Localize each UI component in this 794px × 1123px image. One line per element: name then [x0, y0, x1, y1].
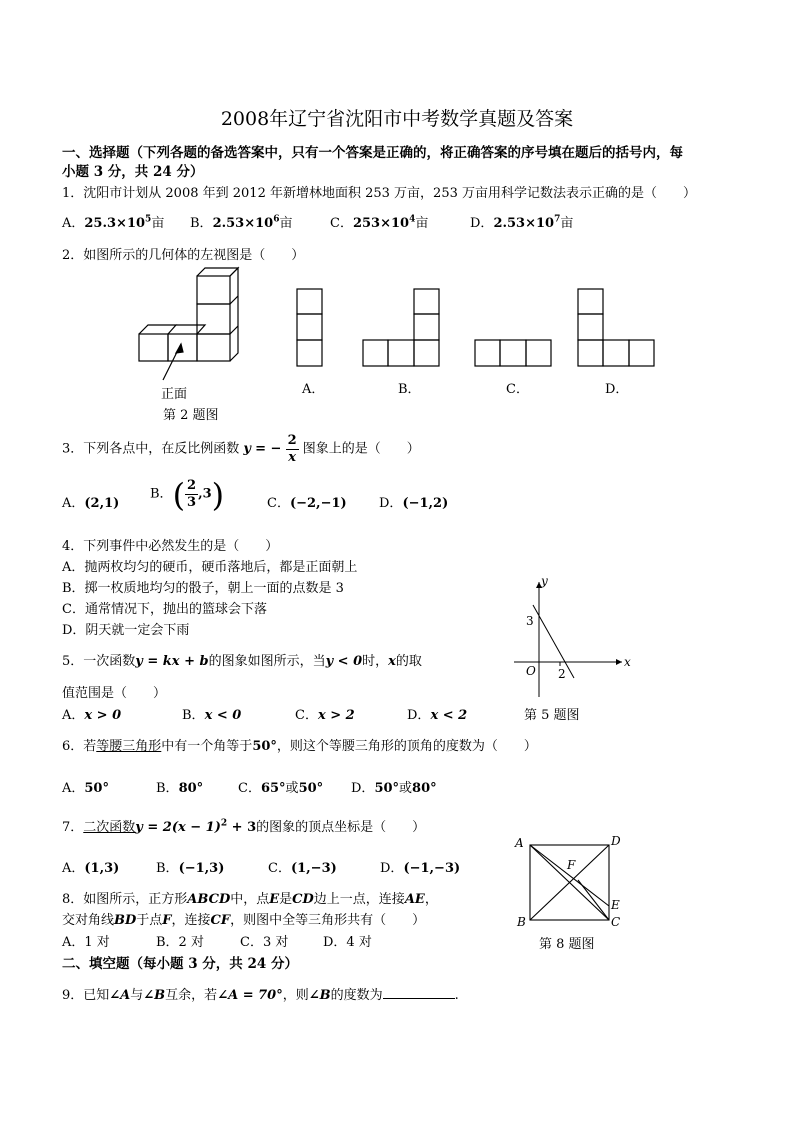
right-paren-icon: )	[211, 475, 225, 514]
angle-value: 50°	[252, 739, 277, 754]
question-3-option-a	[62, 492, 119, 511]
stem-text: 互余，若	[165, 988, 218, 1003]
stem-text: ，则图中全等三角形共有（ ）	[230, 913, 426, 928]
question-2-option-d-label: D．	[605, 382, 629, 397]
square-name: ABCD	[187, 892, 231, 907]
segment-cf: CF	[210, 913, 231, 928]
question-5-stem-pre: 5．一次函数	[62, 654, 136, 669]
option-a-figure	[297, 289, 322, 366]
graph-origin-label: O	[526, 664, 536, 678]
square-vertex-b-label: B	[517, 915, 526, 929]
option-fraction	[185, 478, 198, 511]
question-7-stem-post: 的图象的顶点坐标是（ ）	[256, 820, 426, 835]
question-3-stem-post: 图象上的是（ ）	[302, 441, 420, 457]
option-unit: 亩	[279, 216, 293, 231]
stem-text: 于点	[136, 913, 163, 928]
question-6-stem-post: ，则这个等腰三角形的顶角的度数为（ ）	[276, 739, 537, 754]
option-value: (−1,3)	[178, 861, 225, 876]
option-value: (−2,−1)	[289, 496, 347, 511]
option-label: B．	[156, 861, 179, 876]
angle-a: ∠A	[109, 988, 131, 1003]
option-value: x < 2	[430, 708, 468, 723]
square-vertex-c-label: C	[611, 915, 621, 929]
question-3-option-c	[267, 492, 347, 511]
option-tail: ,3	[198, 486, 212, 502]
function-lhs: y	[243, 441, 251, 457]
graph-y-intercept-label: 3	[526, 614, 534, 628]
square-vertex-a-label: A	[515, 836, 524, 850]
option-value: 50°	[84, 781, 109, 796]
stem-text: ，	[424, 892, 438, 907]
option-label: B．	[190, 216, 213, 231]
question-7-stem-pre: 7．	[62, 820, 84, 835]
variable: x	[388, 654, 396, 669]
option-label: B．	[182, 708, 205, 723]
question-8-figure-caption: 第 8 题图	[539, 937, 595, 952]
question-5-stem-post: 的取	[395, 654, 422, 669]
option-label: A．	[62, 861, 85, 876]
option-value-2: 80°	[412, 781, 437, 796]
graph-x-intercept-label: 2	[558, 667, 566, 681]
question-8-figure	[530, 845, 609, 920]
option-label: A．	[62, 496, 85, 511]
question-7-stem	[62, 816, 425, 835]
segment-ae: AE	[404, 892, 425, 907]
option-value: 80°	[178, 781, 204, 796]
option-exp: 7	[554, 214, 561, 225]
question-6-option-b	[156, 777, 203, 796]
function-expression: y = kx + b	[135, 654, 209, 669]
question-4-stem: 4．下列事件中必然发生的是（ ）	[62, 539, 279, 554]
option-label: A．	[62, 708, 85, 723]
question-7-option-c	[268, 857, 337, 876]
answer-blank[interactable]	[383, 986, 455, 999]
stem-text: 交对角线	[62, 913, 115, 928]
stem-text: ，则	[282, 988, 309, 1003]
stem-text: 边上一点，连接	[313, 892, 405, 907]
question-8-stem-line1	[62, 888, 438, 907]
question-2-stem: 2．如图所示的几何体的左视图是（ ）	[62, 248, 305, 263]
question-2-option-b-label: B．	[398, 382, 421, 397]
option-unit: 亩	[415, 216, 429, 231]
question-6-stem-pre: 6．若	[62, 739, 97, 754]
option-value-2: 50°	[298, 781, 324, 796]
option-unit: 亩	[560, 216, 574, 231]
segment-cd: CD	[292, 892, 314, 907]
fraction-denominator: x	[288, 450, 296, 465]
option-value: (1,3)	[84, 861, 120, 876]
function-part-a: y = 2(x − 1)	[135, 820, 221, 835]
option-label: C．	[295, 708, 318, 723]
graph-y-axis-label: y	[541, 574, 548, 588]
option-value: 65°	[260, 781, 286, 796]
function-exponent: 2	[220, 818, 228, 829]
angle-b-repeat: ∠B	[308, 988, 331, 1003]
option-label: C．	[330, 216, 353, 231]
question-8-option-a: A．1 对	[62, 935, 110, 950]
question-2-figure-caption: 第 2 题图	[163, 408, 219, 423]
question-7-option-d	[380, 857, 460, 876]
stem-text: 9．已知	[62, 988, 110, 1003]
option-unit: 亩	[151, 216, 165, 231]
question-5-stem-mid2: 时，	[362, 654, 389, 669]
question-1-stem: 1．沈阳市计划从 2008 年到 2012 年新增林地面积 253 万亩，253 万亩用科学记数法表示正确的是（ ）	[62, 186, 696, 201]
option-label: D．	[470, 216, 494, 231]
question-3-stem	[62, 433, 420, 466]
stem-text: ，连接	[171, 913, 211, 928]
stem-text: 8．如图所示，正方形	[62, 892, 188, 907]
option-or: 或	[285, 781, 299, 796]
option-label: C．	[267, 496, 290, 511]
question-5-option-a	[62, 704, 121, 723]
question-5-graph	[514, 582, 622, 697]
fraction-numerator: 2	[187, 478, 197, 493]
function-eq: = −	[255, 441, 282, 457]
arrow-head-icon	[176, 344, 183, 353]
option-b-figure	[363, 289, 439, 366]
question-9-stem	[62, 984, 459, 1003]
question-3-stem-pre: 3．下列各点中，在反比例函数	[62, 441, 240, 457]
section-2-heading: 二、填空题（每小题 3 分，共 24 分）	[62, 956, 298, 972]
point-e: E	[269, 892, 280, 907]
option-label: D．	[380, 861, 404, 876]
option-coef: 253×10	[352, 216, 410, 231]
left-paren-icon: (	[172, 475, 186, 514]
question-6-stem-mid: 中有一个角等于	[161, 739, 253, 754]
condition-expression: ∠A = 70°	[217, 988, 283, 1003]
question-4-option-b: B．掷一枚质地均匀的骰子，朝上一面的点数是 3	[62, 581, 344, 596]
option-label: D．	[379, 496, 403, 511]
option-label: A．	[62, 216, 85, 231]
question-8-option-c: C．3 对	[240, 935, 289, 950]
fraction-numerator: 2	[287, 433, 297, 448]
stem-text: 中，点	[230, 892, 270, 907]
option-coef: 2.53×10	[493, 216, 555, 231]
question-7-option-b	[156, 857, 224, 876]
question-6-option-c	[238, 777, 323, 796]
question-5-stem	[62, 650, 422, 669]
segment-bd: BD	[114, 913, 137, 928]
option-value: x > 0	[84, 708, 122, 723]
option-label: A．	[62, 781, 85, 796]
isosceles-triangle-link[interactable]: 等腰三角形	[96, 739, 162, 754]
function-part-b: + 3	[227, 820, 257, 835]
question-5-stem-mid: 的图象如图所示，当	[208, 654, 326, 669]
option-label: C．	[238, 781, 261, 796]
stem-text: 与	[130, 988, 144, 1003]
question-4-option-d: D．阴天就一定会下雨	[62, 623, 190, 638]
stem-text: 是	[279, 892, 293, 907]
option-coef: 2.53×10	[212, 216, 274, 231]
option-value: (2,1)	[84, 496, 120, 511]
condition-expression: y < 0	[325, 654, 363, 669]
graph-x-axis-label: x	[624, 655, 631, 669]
question-5-figure-caption: 第 5 题图	[524, 708, 580, 723]
option-c-figure	[475, 340, 551, 366]
question-3-option-b	[150, 475, 225, 514]
option-value: (−1,−3)	[403, 861, 461, 876]
option-label: D．	[351, 781, 375, 796]
option-coef: 25.3×10	[84, 216, 146, 231]
question-3-option-d	[379, 492, 448, 511]
square-vertex-d-label: D	[611, 834, 621, 848]
point-e-label: E	[611, 898, 620, 912]
option-value: (1,−3)	[290, 861, 337, 876]
question-4-option-a: A．抛两枚均匀的硬币，硬币落地后，都是正面朝上	[62, 560, 358, 575]
option-value: x < 0	[204, 708, 242, 723]
option-label: B．	[150, 486, 173, 502]
question-7-option-a	[62, 857, 119, 876]
option-value: (−1,2)	[402, 496, 449, 511]
option-label: B．	[156, 781, 179, 796]
option-or: 或	[399, 781, 413, 796]
function-fraction	[286, 433, 299, 466]
option-label: C．	[268, 861, 291, 876]
option-exp: 4	[409, 214, 416, 225]
point-f-label: F	[567, 858, 576, 872]
solid-figure	[139, 268, 238, 380]
section-1-heading-line2: 小题 3 分，共 24 分）	[62, 164, 204, 180]
question-8-stem-line2	[62, 909, 425, 928]
x-axis-arrow-icon	[616, 659, 622, 665]
question-2-option-a-label: A．	[302, 382, 325, 397]
point-f: F	[162, 913, 172, 928]
question-8-option-d: D．4 对	[323, 935, 372, 950]
section-1-heading-line1: 一、选择题（下列各题的备选答案中，只有一个答案是正确的，将正确答案的序号填在题后的括号内，每	[62, 145, 683, 161]
fraction-denominator: 3	[187, 495, 197, 510]
option-exp: 5	[145, 214, 152, 225]
question-2-option-c-label: C．	[506, 382, 529, 397]
question-5-stem-line2: 值范围是（ ）	[62, 686, 167, 701]
question-5-option-b	[182, 704, 241, 723]
option-exp: 6	[273, 214, 280, 225]
option-d-figure	[578, 289, 654, 366]
question-6-option-a	[62, 777, 109, 796]
question-4-option-c: C．通常情况下，抛出的篮球会下落	[62, 602, 267, 617]
quadratic-function-link[interactable]: 二次函数	[83, 820, 136, 835]
option-value: 50°	[374, 781, 400, 796]
option-label: D．	[407, 708, 431, 723]
angle-b: ∠B	[143, 988, 166, 1003]
question-5-option-c	[295, 704, 355, 723]
question-8-option-b: B．2 对	[156, 935, 204, 950]
stem-text: 的度数为	[330, 988, 383, 1003]
question-6-option-d	[351, 777, 437, 796]
question-6-stem	[62, 735, 537, 754]
option-value: x > 2	[317, 708, 355, 723]
question-5-option-d	[407, 704, 467, 723]
stem-end: .	[454, 988, 459, 1003]
page-title: 2008年辽宁省沈阳市中考数学真题及答案	[220, 108, 574, 130]
front-label: 正面	[161, 387, 188, 402]
